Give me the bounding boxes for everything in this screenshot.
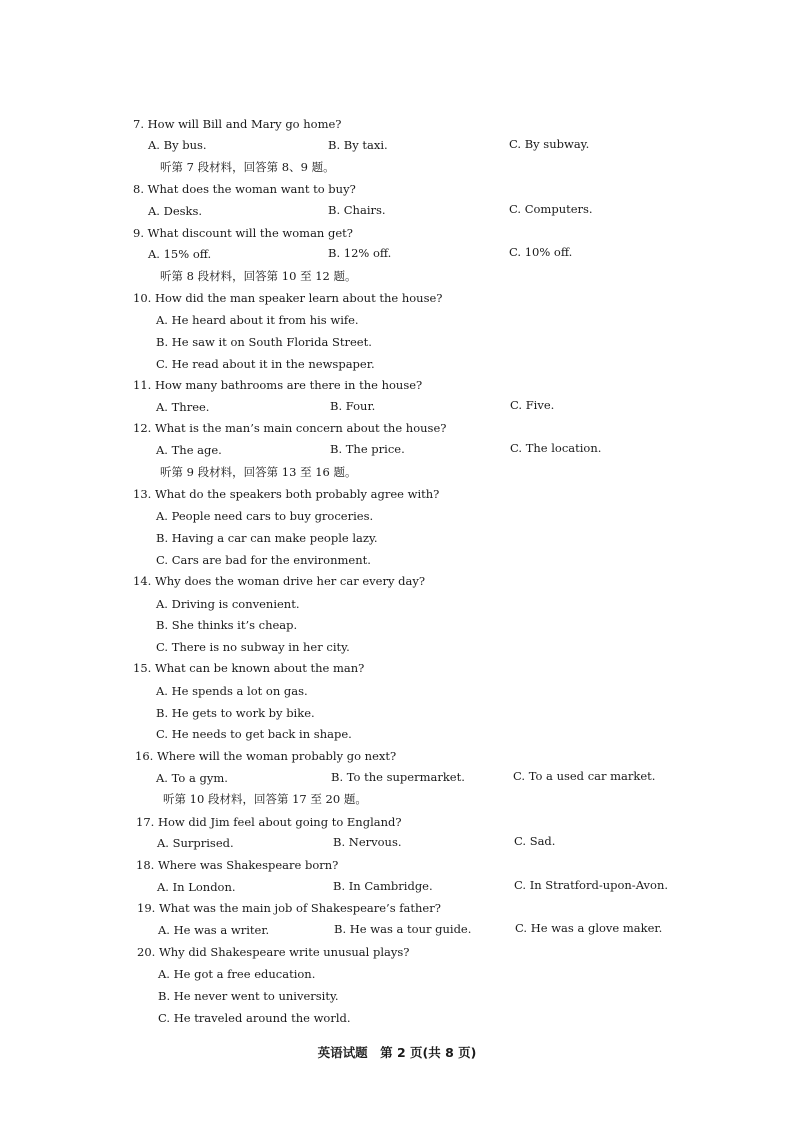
question-stem: 12. What is the man’s main concern about the house? (133, 421, 447, 435)
question-stem: 14. Why does the woman drive her car every day? (133, 574, 425, 588)
question-stem: 7. How will Bill and Mary go home? (133, 117, 342, 131)
option-b: B. By taxi. (328, 138, 388, 152)
option-a: A. He got a free education. (158, 967, 316, 981)
option-b: B. He was a tour guide. (334, 922, 472, 936)
option-c: C. He read about it in the newspaper. (156, 357, 375, 371)
option-c: C. He was a glove maker. (515, 921, 663, 935)
section-instruction: 听第 8 段材料，回答第 10 至 12 题。 (160, 269, 357, 283)
option-a: A. Three. (156, 400, 210, 414)
section-instruction: 听第 10 段材料，回答第 17 至 20 题。 (163, 792, 367, 806)
option-b: B. She thinks it’s cheap. (156, 618, 298, 632)
question-stem: 16. Where will the woman probably go next? (135, 749, 397, 763)
question-stem: 13. What do the speakers both probably agree with? (133, 487, 440, 501)
option-c: C. There is no subway in her city. (156, 640, 350, 654)
option-a: A. Desks. (148, 204, 203, 218)
question-stem: 9. What discount will the woman get? (133, 226, 353, 240)
option-c: C. By subway. (509, 137, 590, 151)
question-stem: 19. What was the main job of Shakespeare’s father? (137, 901, 441, 915)
option-a: A. He spends a lot on gas. (156, 684, 308, 698)
option-c: C. To a used car market. (513, 769, 656, 783)
option-a: A. Surprised. (157, 836, 234, 850)
option-a: A. 15% off. (148, 247, 212, 261)
option-b: B. In Cambridge. (333, 879, 433, 893)
section-instruction: 听第 7 段材料，回答第 8、9 题。 (160, 160, 335, 174)
option-b: B. To the supermarket. (331, 770, 465, 784)
option-a: A. To a gym. (156, 771, 228, 785)
question-stem: 18. Where was Shakespeare born? (136, 858, 339, 872)
option-a: A. He was a writer. (158, 923, 270, 937)
option-b: B. The price. (330, 442, 405, 456)
option-c: C. He needs to get back in shape. (156, 727, 352, 741)
option-b: B. 12% off. (328, 246, 392, 260)
question-stem: 11. How many bathrooms are there in the house? (133, 378, 423, 392)
option-c: C. The location. (510, 441, 602, 455)
option-b: B. He gets to work by bike. (156, 706, 315, 720)
section-instruction: 听第 9 段材料，回答第 13 至 16 题。 (160, 465, 357, 479)
page-footer: 英语试题 第 2 页(共 8 页) (317, 1045, 477, 1060)
question-stem: 10. How did the man speaker learn about the house? (133, 291, 443, 305)
option-b: B. Having a car can make people lazy. (156, 531, 378, 545)
question-stem: 8. What does the woman want to buy? (133, 182, 356, 196)
option-b: B. Chairs. (328, 203, 386, 217)
option-c: C. In Stratford-upon-Avon. (514, 878, 669, 892)
option-c: C. He traveled around the world. (158, 1011, 351, 1025)
option-c: C. Computers. (509, 202, 593, 216)
option-a: A. The age. (156, 443, 222, 457)
option-c: C. 10% off. (509, 245, 573, 259)
option-a: A. He heard about it from his wife. (156, 313, 359, 327)
option-c: C. Sad. (514, 834, 556, 848)
option-a: A. People need cars to buy groceries. (156, 509, 374, 523)
option-b: B. Four. (330, 399, 376, 413)
option-c: C. Five. (510, 398, 555, 412)
option-a: A. Driving is convenient. (156, 597, 300, 611)
option-c: C. Cars are bad for the environment. (156, 553, 371, 567)
question-stem: 20. Why did Shakespeare write unusual plays? (137, 945, 410, 959)
option-b: B. Nervous. (333, 835, 402, 849)
question-stem: 17. How did Jim feel about going to England? (136, 815, 402, 829)
question-stem: 15. What can be known about the man? (133, 661, 365, 675)
option-a: A. In London. (157, 880, 236, 894)
option-b: B. He never went to university. (158, 989, 339, 1003)
option-b: B. He saw it on South Florida Street. (156, 335, 372, 349)
option-a: A. By bus. (148, 138, 207, 152)
